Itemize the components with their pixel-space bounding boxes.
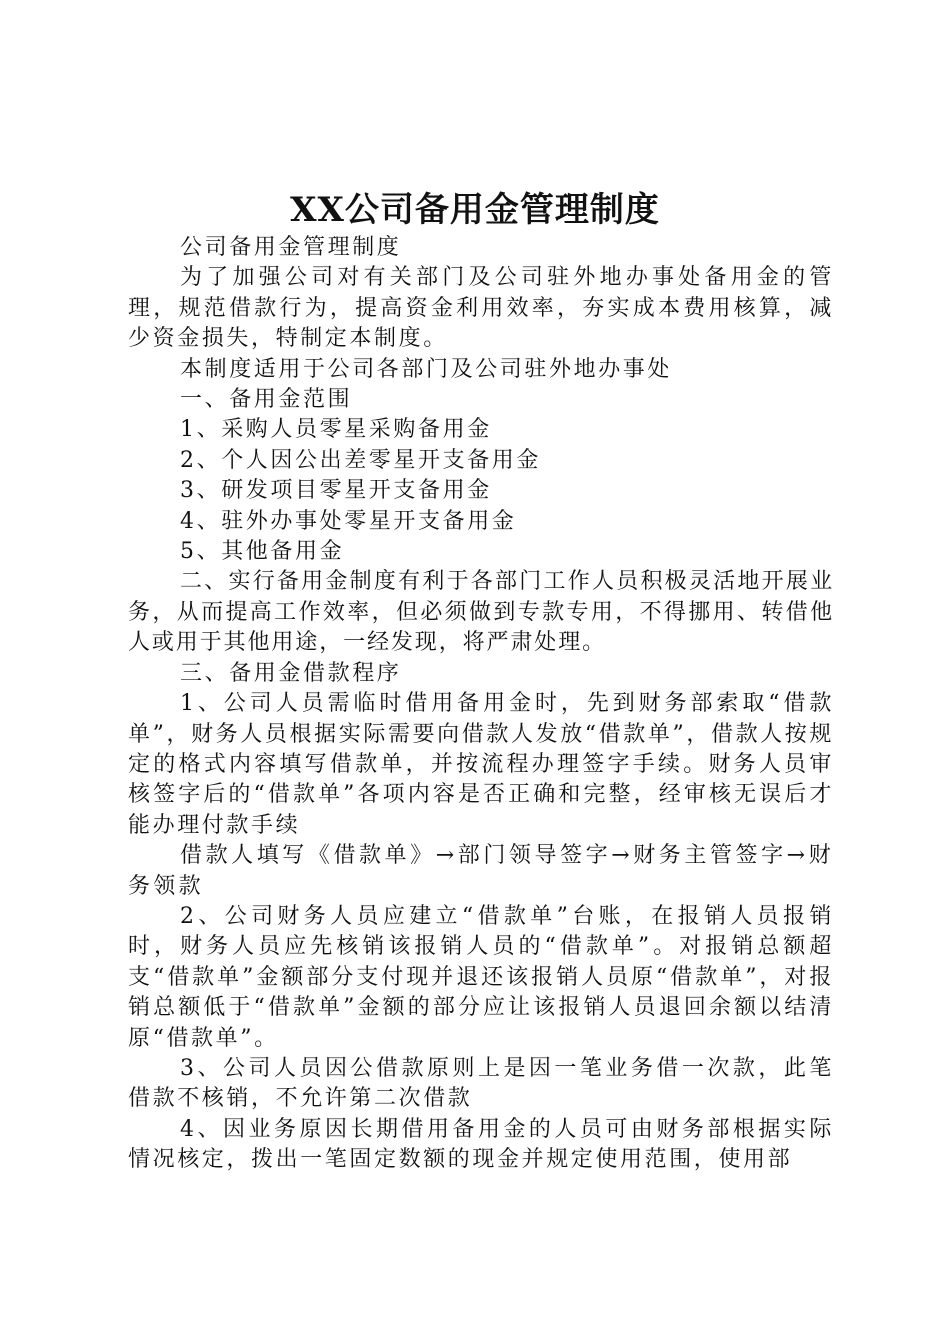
procedure-flow: 借款人填写《借款单》→部门领导签字→财务主管签字→财务领款: [128, 843, 834, 899]
list-item-4: 4、驻外办事处零星开支备用金: [180, 508, 517, 534]
section-heading-2-paragraph: 二、实行备用金制度有利于各部门工作人员积极灵活地开展业务，从而提高工作效率，但必须做到专款专用，不得挪用、转借他人或用于其他用途，一经发现，将严肃处理。: [128, 569, 834, 656]
paragraph-purpose: 为了加强公司对有关部门及公司驻外地办事处备用金的管理，规范借款行为，提高资金利用效率，夯实成本费用核算，减少资金损失，特制定本制度。: [128, 265, 834, 352]
paragraph-subtitle: 公司备用金管理制度: [180, 235, 402, 260]
section-heading-1: 一、备用金范围: [180, 387, 353, 413]
list-item-3: 3、研发项目零星开支备用金: [180, 478, 492, 504]
list-item-5: 5、其他备用金: [180, 539, 345, 565]
list-item-2: 2、个人因公出差零星开支备用金: [180, 447, 541, 473]
procedure-step-1: 1、公司人员需临时借用备用金时，先到财务部索取“借款单”，财务人员根据实际需要向借款人发放“借款单”，借款人按规定的格式内容填写借款单，并按流程办理签字手续。财务人员审核签字后的“借款单”各项内容是否正确和完整，经审核无误后才能办理付款手续: [128, 691, 834, 838]
procedure-step-3: 3、公司人员因公借款原则上是因一笔业务借一次款，此笔借款不核销，不允许第二次借款: [128, 1055, 834, 1112]
paragraph-scope: 本制度适用于公司各部门及公司驻外地办事处: [180, 356, 673, 382]
list-item-1: 1、采购人员零星采购备用金: [180, 417, 492, 443]
document-title: XX公司备用金管理制度: [290, 190, 660, 230]
procedure-step-4: 4、因业务原因长期借用备用金的人员可由财务部根据实际情况核定，拨出一笔固定数额的现金并规定使用范围，使用部: [128, 1116, 834, 1173]
section-heading-3: 三、备用金借款程序: [180, 660, 402, 686]
document-body: [128, 233, 834, 1176]
procedure-step-2: 2、公司财务人员应建立“借款单”台账，在报销人员报销时，财务人员应先核销该报销人员的“借款单”。对报销总额超支“借款单”金额部分支付现并退还该报销人员原“借款单”，对报销总额低于“借款单”金额的部分应让该报销人员退回余额以结清原“借款单”。: [128, 903, 834, 1051]
